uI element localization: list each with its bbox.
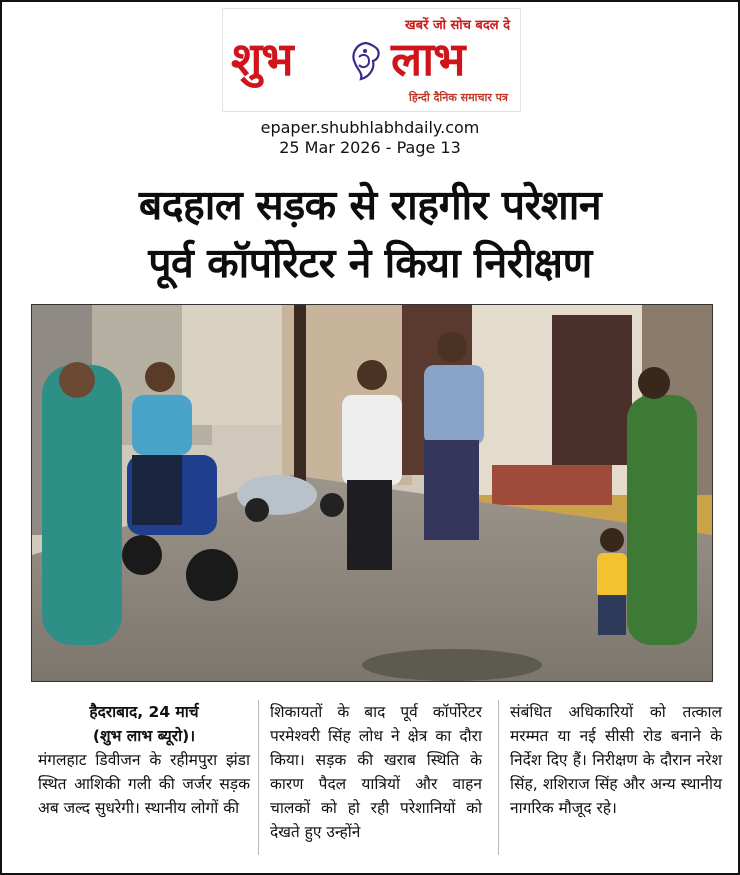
epaper-site-url[interactable]: epaper.shubhlabhdaily.com	[260, 118, 480, 137]
headline-line-2: पूर्व कॉर्पोरेटर ने किया निरीक्षण	[148, 239, 592, 287]
article-col1-text: मंगलहाट डिवीजन के रहीमपुरा झंडा स्थित आशिकी गली की जर्जर सड़क अब जल्द सुधरेगी। स्थानीय लोगों की	[38, 751, 250, 817]
article-col3-text: संबंधित अधिकारियों को तत्काल मरम्मत या नई सीसी रोड बनाने के निर्देश दिए हैं। निरीक्षण के दौरान नरेश सिंह, शशिराज सिंह और अन्य स्थानीय नागरिक मौजूद रहे।	[510, 703, 722, 817]
article-column-1	[38, 700, 250, 820]
article-col2-text: शिकायतों के बाद पूर्व कॉर्पोरेटर परमेश्वरी सिंह लोध ने क्षेत्र का दौरा किया। सड़क की खराब स्थिति के कारण पैदल यात्रियों और वाहन चालकों को हो रही परेशानियों को देखते हुए उन्होंने	[270, 703, 482, 841]
newspaper-masthead	[222, 8, 521, 112]
column-divider	[258, 700, 259, 855]
masthead-subtag: हिन्दी दैनिक समाचार पत्र	[408, 91, 508, 104]
article-dateline: हैदराबाद, 24 मार्च	[89, 703, 199, 721]
edition-date-page: 25 Mar 2026 - Page 13	[279, 138, 461, 157]
street-scene-illustration	[32, 305, 712, 681]
logo-text-shubh: शुभ	[231, 32, 293, 86]
article-photo	[31, 304, 713, 682]
article-column-2	[270, 700, 482, 844]
article-column-3	[510, 700, 722, 820]
headline-line-1: बदहाल सड़क से राहगीर परेशान	[138, 181, 602, 229]
column-divider	[498, 700, 499, 855]
logo-text-labh: लाभ	[391, 32, 465, 86]
masthead-tagline: खबरें जो सोच बदल दे	[405, 18, 510, 33]
article-bureau: (शुभ लाभ ब्यूरो)।	[92, 727, 196, 745]
ganesh-emblem-icon	[345, 39, 385, 83]
